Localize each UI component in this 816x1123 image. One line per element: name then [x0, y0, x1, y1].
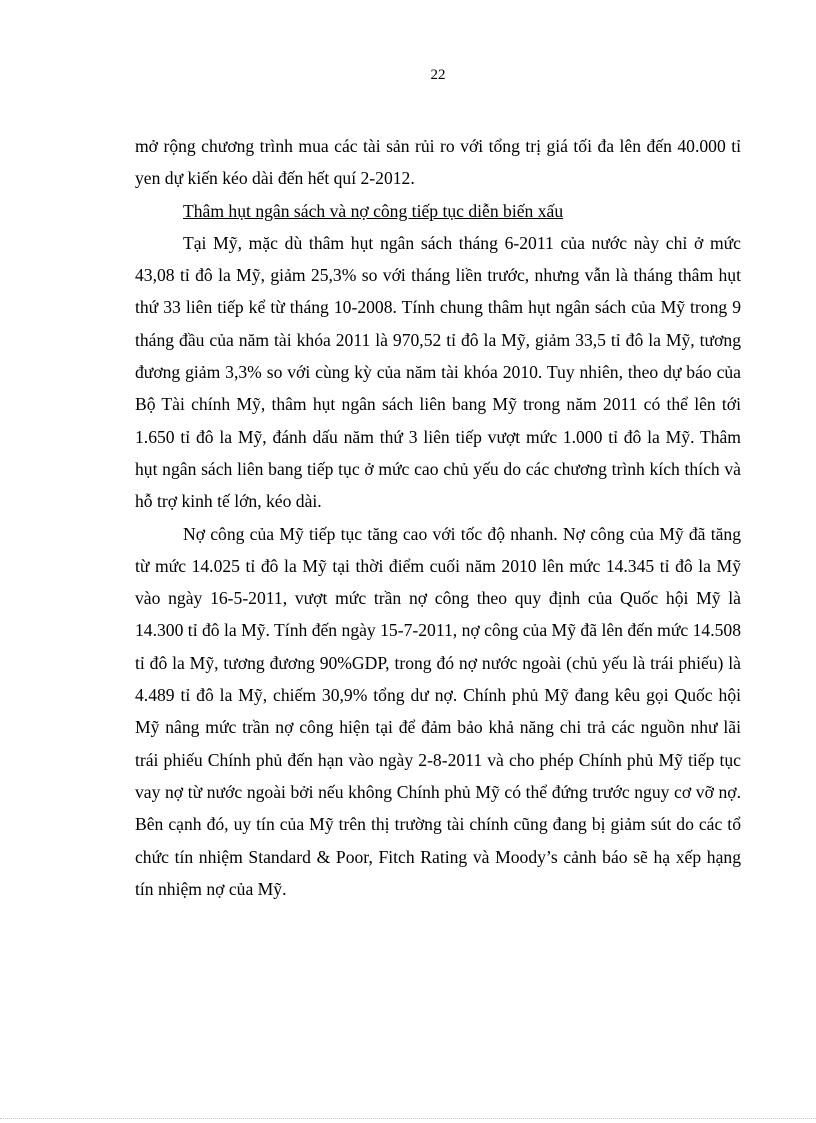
page-number: 22	[430, 67, 446, 83]
section-heading: Thâm hụt ngân sách và nợ công tiếp tục diễn biến xấu	[183, 200, 564, 221]
paragraph-budget-deficit: Tại Mỹ, mặc dù thâm hụt ngân sách tháng 6-2011 của nước này chỉ ở mức 43,08 tỉ đô la Mỹ, giảm 25,3% so với tháng liền trước, nhưng vẫn là tháng thâm hụt thứ 33 liên tiếp kể từ tháng 10-2008. Tính chung thâm hụt ngân sách của Mỹ trong 9 tháng đầu của năm tài khóa 2011 là 970,52 tỉ đô la Mỹ, giảm 33,5 tỉ đô la Mỹ, tương đương giảm 3,3% so với cùng kỳ của năm tài khóa 2010. Tuy nhiên, theo dự báo của Bộ Tài chính Mỹ, thâm hụt ngân sách liên bang Mỹ trong năm 2011 có thể lên tới 1.650 tỉ đô la Mỹ, đánh dấu năm thứ 3 liên tiếp vượt mức 1.000 tỉ đô la Mỹ. Thâm hụt ngân sách liên bang tiếp tục ở mức cao chủ yếu do các chương trình kích thích và hỗ trợ kinh tế lớn, kéo dài.	[135, 232, 741, 512]
page-bottom-rule	[0, 1118, 816, 1119]
document-body	[135, 130, 741, 905]
paragraph-public-debt: Nợ công của Mỹ tiếp tục tăng cao với tốc độ nhanh. Nợ công của Mỹ đã tăng từ mức 14.025 tỉ đô la Mỹ tại thời điểm cuối năm 2010 lên mức 14.345 tỉ đô la Mỹ vào ngày 16-5-2011, vượt mức trần nợ công theo quy định của Quốc hội Mỹ là 14.300 tỉ đô la Mỹ. Tính đến ngày 15-7-2011, nợ công của Mỹ đã lên đến mức 14.508 tỉ đô la Mỹ, tương đương 90%GDP, trong đó nợ nước ngoài (chủ yếu là trái phiếu) là 4.489 tỉ đô la Mỹ, chiếm 30,9% tổng dư nợ. Chính phủ Mỹ đang kêu gọi Quốc hội Mỹ nâng mức trần nợ công hiện tại để đảm bảo khả năng chi trả các nguồn như lãi trái phiếu Chính phủ đến hạn vào ngày 2-8-2011 và cho phép Chính phủ Mỹ tiếp tục vay nợ từ nước ngoài bởi nếu không Chính phủ Mỹ có thể đứng trước nguy cơ vỡ nợ. Bên cạnh đó, uy tín của Mỹ trên thị trường tài chính cũng đang bị giảm sút do các tổ chức tín nhiệm Standard & Poor, Fitch Rating và Moody’s cảnh báo sẽ hạ xếp hạng tín nhiệm nợ của Mỹ.	[135, 523, 741, 899]
paragraph-continuation: mở rộng chương trình mua các tài sản rủi ro với tổng trị giá tối đa lên đến 40.000 tỉ yen dự kiến kéo dài đến hết quí 2-2012.	[135, 136, 741, 189]
